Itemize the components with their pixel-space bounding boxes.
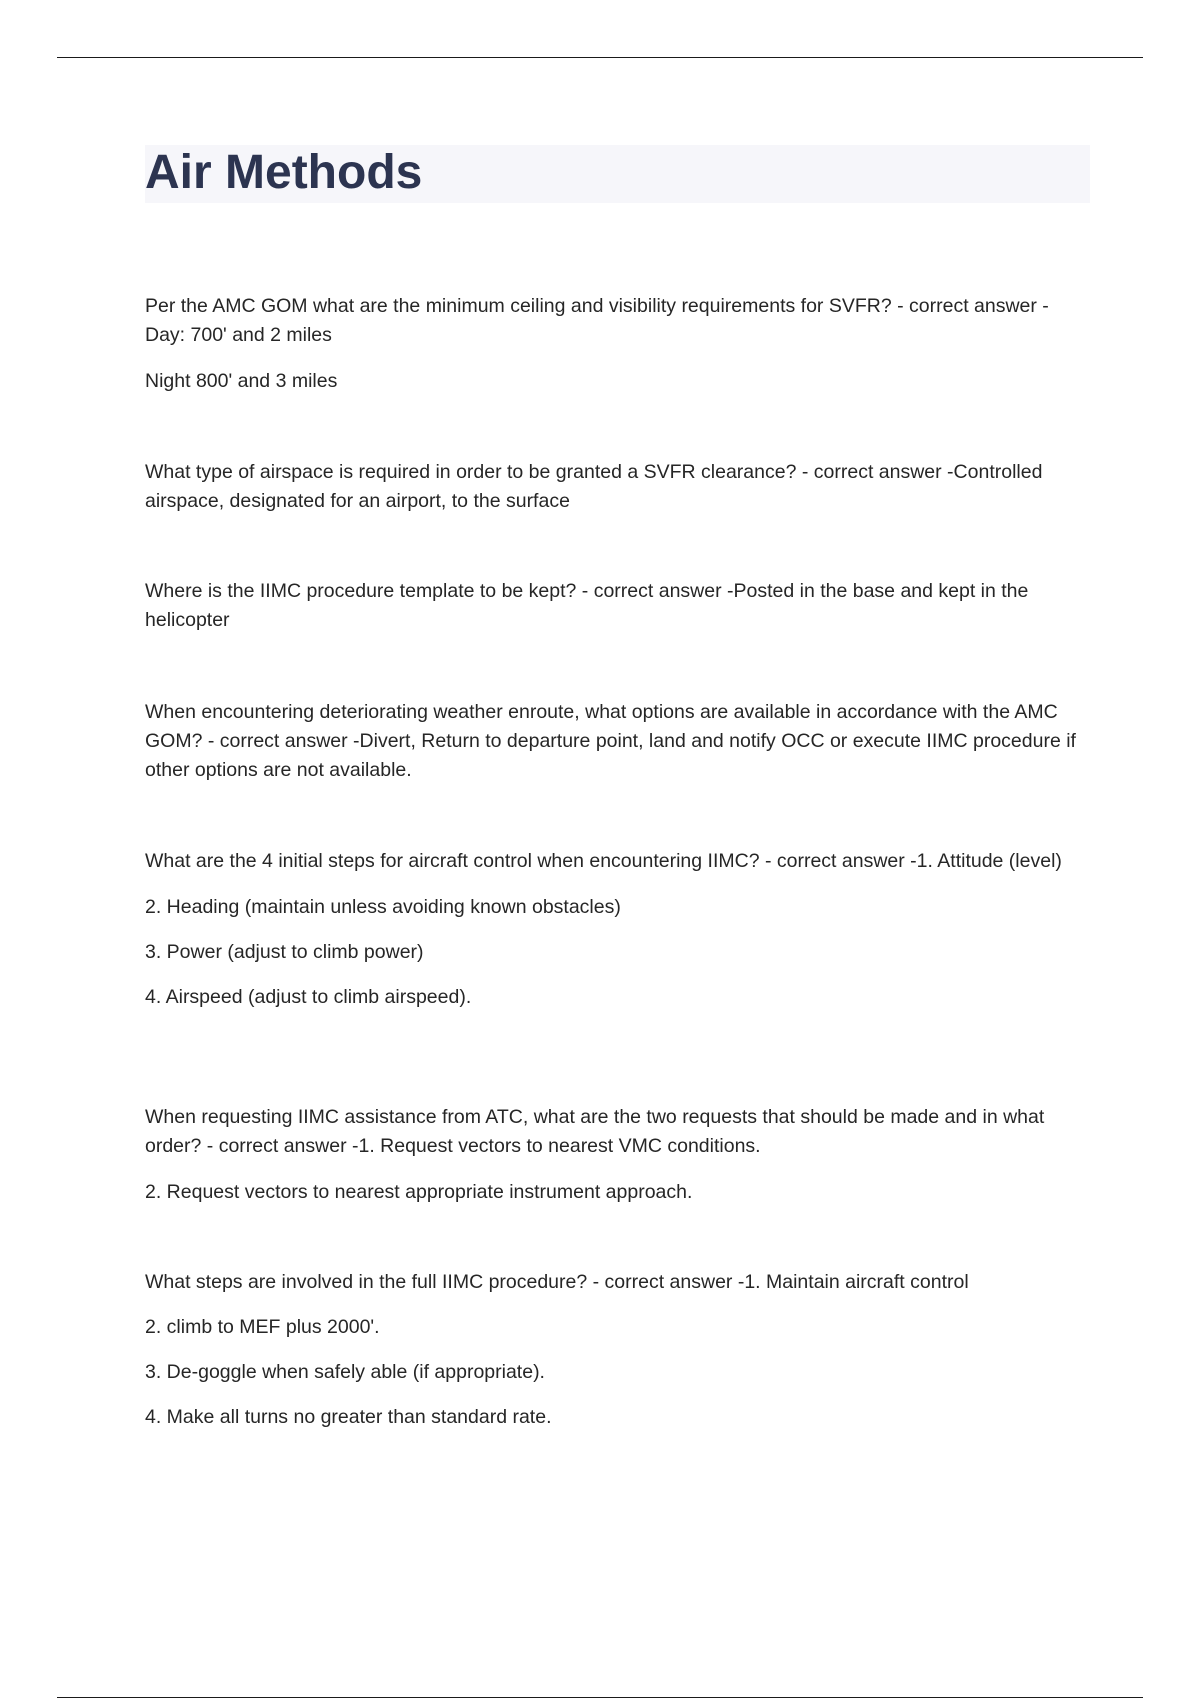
qa-block-4 bbox=[145, 698, 1090, 801]
qa-text: What are the 4 initial steps for aircraft control when encountering IIMC? - correct answer -1. Attitude (level) bbox=[145, 850, 1062, 872]
qa-block-5 bbox=[145, 847, 1090, 1028]
qa-block-1 bbox=[145, 292, 1090, 412]
bottom-rule bbox=[57, 1697, 1143, 1698]
qa-text: What type of airspace is required in order to be granted a SVFR clearance? - correct answer -Controlled airspace, designated for an airport, to the surface bbox=[145, 461, 1043, 512]
qa-text: Night 800' and 3 miles bbox=[145, 370, 338, 392]
qa-text: Per the AMC GOM what are the minimum ceiling and visibility requirements for SVFR? - correct answer - Day: 700' and 2 miles bbox=[145, 295, 1049, 346]
qa-text: 3. Power (adjust to climb power) bbox=[145, 941, 424, 963]
qa-text: Where is the IIMC procedure template to be kept? - correct answer -Posted in the base and kept in the helicopter bbox=[145, 580, 1029, 631]
qa-text: 2. Request vectors to nearest appropriate instrument approach. bbox=[145, 1181, 693, 1203]
top-rule bbox=[57, 57, 1143, 58]
qa-text: 3. De-goggle when safely able (if appropriate). bbox=[145, 1361, 545, 1383]
qa-block-2 bbox=[145, 458, 1090, 532]
qa-text: 4. Airspeed (adjust to climb airspeed). bbox=[145, 986, 472, 1008]
qa-text: When requesting IIMC assistance from ATC, what are the two requests that should be made and in what order? - correct answer -1. Request vectors to nearest VMC conditions. bbox=[145, 1106, 1045, 1157]
qa-text: 2. climb to MEF plus 2000'. bbox=[145, 1316, 380, 1338]
qa-text: 2. Heading (maintain unless avoiding known obstacles) bbox=[145, 896, 621, 918]
qa-block-7 bbox=[145, 1268, 1090, 1448]
qa-text: When encountering deteriorating weather enroute, what options are available in accordance with the AMC GOM? - correct answer -Divert, Return to departure point, land and notify OCC or execute IIMC procedure if other options are not available. bbox=[145, 701, 1076, 781]
qa-text: What steps are involved in the full IIMC procedure? - correct answer -1. Maintain aircraft control bbox=[145, 1271, 969, 1293]
qa-block-3 bbox=[145, 577, 1090, 651]
qa-block-6 bbox=[145, 1103, 1090, 1223]
document-title: Air Methods bbox=[145, 146, 423, 199]
qa-text: 4. Make all turns no greater than standard rate. bbox=[145, 1406, 552, 1428]
